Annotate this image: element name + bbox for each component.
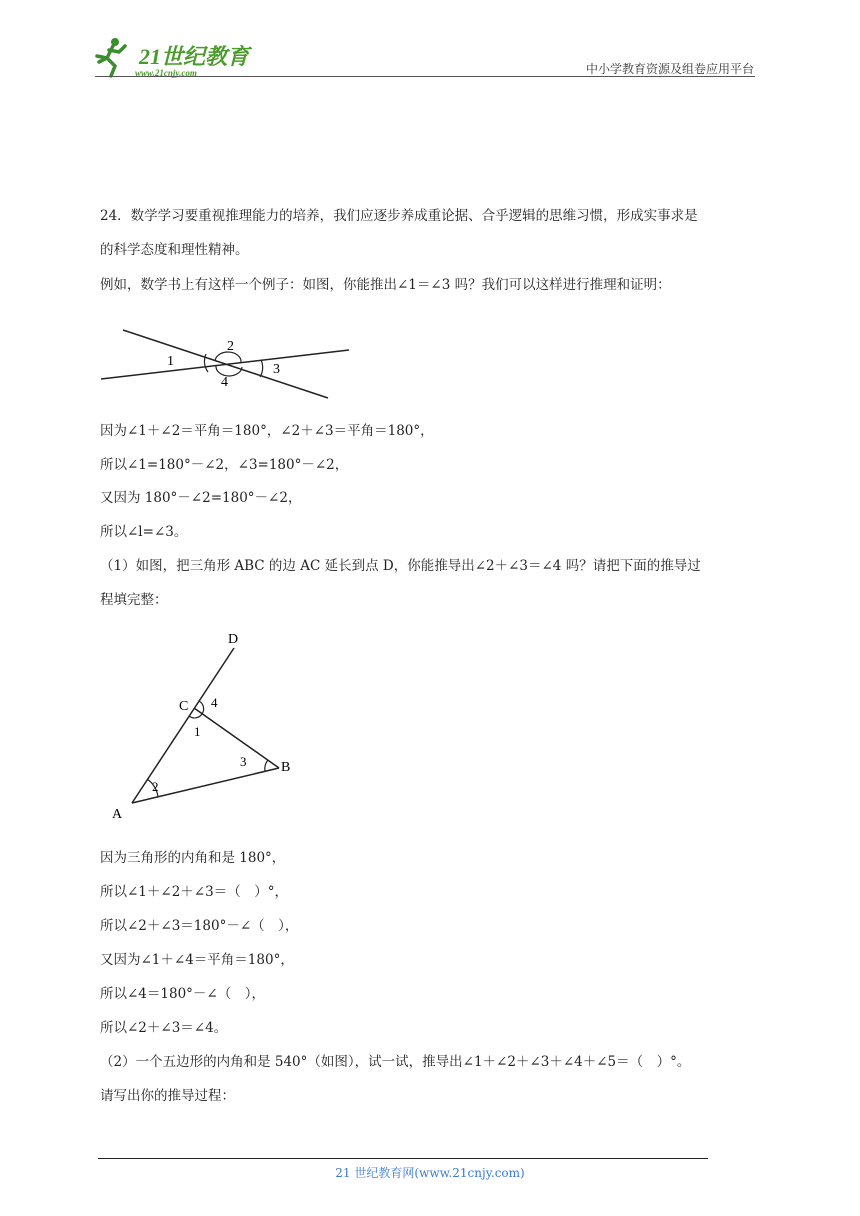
- part1-line-1: （1）如图，把三角形 ABC 的边 AC 延长到点 D，你能推导出∠2＋∠3＝∠4 吗？请把下面的推导过: [100, 558, 701, 574]
- intro-line-1: 24．数学学习要重视推理能力的培养，我们应逐步养成重论据、合乎逻辑的思维习惯，形成实事求是: [100, 208, 698, 224]
- step-line-4: 又因为∠1＋∠4＝平角＝180°，: [100, 952, 294, 968]
- site-logo: [95, 36, 260, 80]
- part2-line-1: （2）一个五边形的内角和是 540°（如图），试一试，推导出∠1＋∠2＋∠3＋∠4＋∠5＝（ ）°。: [100, 1054, 691, 1070]
- proof-line-1: 因为∠1＋∠2＝平角＝180°，∠2＋∠3＝平角＝180°，: [100, 423, 434, 439]
- runner-icon: [97, 38, 125, 76]
- angle-label-3: 3: [273, 362, 280, 377]
- proof-line-2: 所以∠1=180°－∠2，∠3=180°－∠2，: [100, 457, 349, 473]
- angle-label-2: 2: [227, 339, 234, 354]
- step-line-3: 所以∠2＋∠3＝180°－∠（ ），: [100, 918, 299, 934]
- triangle-angle-1: 1: [194, 724, 201, 739]
- logo-url: www.21cnjy.com: [135, 68, 197, 78]
- header-divider: [95, 76, 755, 77]
- step-line-2: 所以∠1＋∠2＋∠3＝（ ）°，: [100, 884, 288, 900]
- vertex-label-b: B: [281, 760, 291, 775]
- footer-divider: [98, 1158, 708, 1159]
- footer-link[interactable]: 21 世纪教育网(www.21cnjy.com): [335, 1166, 525, 1180]
- triangle-angle-4: 4: [211, 695, 218, 710]
- intro-line-2: 的科学态度和理性精神。: [100, 242, 249, 258]
- step-line-6: 所以∠2＋∠3＝∠4。: [100, 1020, 228, 1036]
- angle-label-4: 4: [221, 375, 228, 390]
- proof-line-3: 又因为 180°－∠2=180°－∠2，: [100, 490, 302, 506]
- logo-text: 21世纪教育: [139, 44, 250, 69]
- part1-line-2: 程填完整：: [100, 592, 168, 608]
- vertex-label-a: A: [112, 807, 123, 822]
- step-line-5: 所以∠4＝180°－∠（ ），: [100, 986, 265, 1002]
- vertex-label-d: D: [228, 632, 239, 647]
- triangle-angle-2: 2: [152, 779, 159, 794]
- step-line-1: 因为三角形的内角和是 180°，: [100, 850, 286, 866]
- vertex-label-c: C: [179, 699, 189, 714]
- triangle-angle-3: 3: [240, 754, 247, 769]
- part2-line-2: 请写出你的推导过程：: [100, 1088, 235, 1104]
- angle-label-1: 1: [167, 354, 174, 369]
- example-text: 例如，数学书上有这样一个例子：如图，你能推出∠1＝∠3 吗？我们可以这样进行推理和证明：: [100, 277, 671, 293]
- platform-name: 中小学教育资源及组卷应用平台: [585, 62, 754, 76]
- triangle-figure: [100, 625, 310, 825]
- intersecting-lines-figure: [95, 320, 360, 405]
- proof-line-4: 所以∠l=∠3。: [100, 524, 188, 540]
